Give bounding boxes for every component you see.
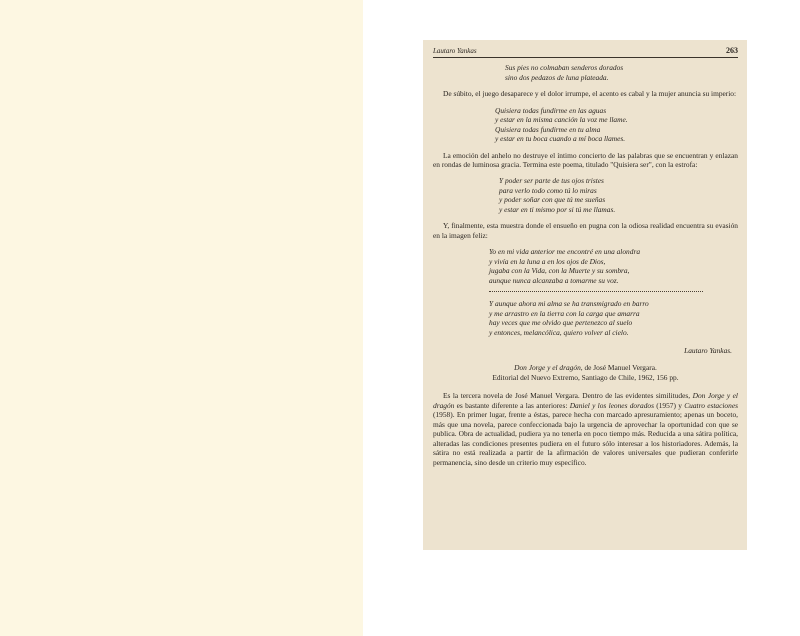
paragraph: La emoción del anhelo no destruye el íntimo concierto de las palabras que se encuentran y enlazan en rondas de luminosa gracia. Termina este poema, titulado "Quisiera ser", con la estrofa: [433, 150, 738, 169]
verse-stanza-2 [433, 106, 738, 144]
bib-author: de José Manuel Vergara. [584, 363, 657, 373]
verse-stanza-4 [433, 247, 738, 285]
verse-line: Y poder ser parte de tus ojos tristes [499, 176, 604, 186]
bib-publisher: Editorial del Nuevo Extremo, Santiago de Chile, 1962, 156 pp. [492, 372, 679, 382]
review-text: (1958). En primer lugar, frente a éstas, parece hecha con marcado apresuramiento; apenas un boceto, más que una novela, parece confeccionada bajo la urgencia de aprovechar la oportunidad con que se publica. Obra de actualidad, pudiera ya no tenerla en poco tiempo más. Reducida a una sátira política, alteradas las condiciones presentes pudiera en el futuro sólo interesar a los historiadores. Además, la sátira no está realizada a partir de la afirmación de valores universales que pudieran conferirle permanencia, sino desde un criterio muy específico. [433, 410, 738, 467]
bib-line-1 [433, 363, 738, 372]
verse-line: Quisiera todas fundirme en tu alma [495, 124, 601, 134]
verse-line: y estar en la misma canción la voz me llame. [495, 115, 628, 125]
review-book-title: Don Jorge y el dragón [433, 391, 738, 410]
verse-line: sino dos pedazos de luna plateada. [505, 72, 609, 82]
verse-line: Y aunque ahora mi alma se ha transmigrado en barro [489, 299, 649, 309]
verse-stanza-3 [433, 176, 738, 214]
signature: Lautaro Yankas. [684, 346, 732, 356]
dotted-separator [489, 291, 703, 292]
verse-line: y me arrastro en la tierra con la carga que amarra [489, 308, 640, 318]
review-text: es bastante diferente a las anteriores: [454, 400, 570, 410]
running-head-author: Lautaro Yankas [433, 47, 477, 55]
verse-line: y poder soñar con que tú me sueñas [499, 195, 606, 205]
verse-line: y entonces, melancólica, quiero volver al cielo. [489, 327, 629, 337]
verse-line: Yo en mi vida anterior me encontré en una alondra [489, 247, 641, 257]
review-text: (1957) y [653, 400, 685, 410]
verse-line: hay veces que me olvido que pertenezco al suelo [489, 318, 633, 328]
verse-stanza-1 [433, 63, 738, 82]
review-text: Es la tercera novela de José Manuel Vergara. Dentro de las evidentes similitudes, [443, 391, 693, 401]
paragraph: Y, finalmente, esta muestra donde el ensueño en pugna con la odiosa realidad encuentra su evasión en la imagen feliz: [433, 221, 738, 240]
verse-stanza-5 [433, 299, 738, 337]
bib-title: Don Jorge y el dragón, [514, 363, 583, 373]
page-number: 263 [726, 46, 738, 55]
review-book-title: Cuatro estaciones [684, 400, 738, 410]
verse-line: para verlo todo como tú lo miras [499, 185, 597, 195]
verse-line: jugaba con la Vida, con la Muerte y su sombra, [489, 266, 630, 276]
verse-line: Sus pies no colmaban senderos dorados [505, 63, 624, 73]
verse-line: y estar en ti mismo por si tú me llamas. [499, 204, 616, 214]
verse-line: Quisiera todas fundirme en las aguas [495, 105, 607, 115]
review-book-title: Daniel y los leones dorados [569, 400, 654, 410]
verse-line: aunque nunca alcanzaba a tomarme su voz. [489, 275, 619, 285]
verse-line: y vivía en la luna a en los ojos de Dios, [489, 256, 606, 266]
review-paragraph [433, 391, 738, 467]
running-head [433, 46, 738, 58]
verse-line: y estar en tu boca cuando a mí boca llames. [495, 134, 626, 144]
paragraph: De súbito, el juego desaparece y el dolor irrumpe, el acento es cabal y la mujer anuncia su imperio: [443, 89, 737, 99]
left-page-blank [0, 0, 363, 636]
bibliographic-entry [433, 363, 738, 382]
book-page [423, 40, 747, 550]
